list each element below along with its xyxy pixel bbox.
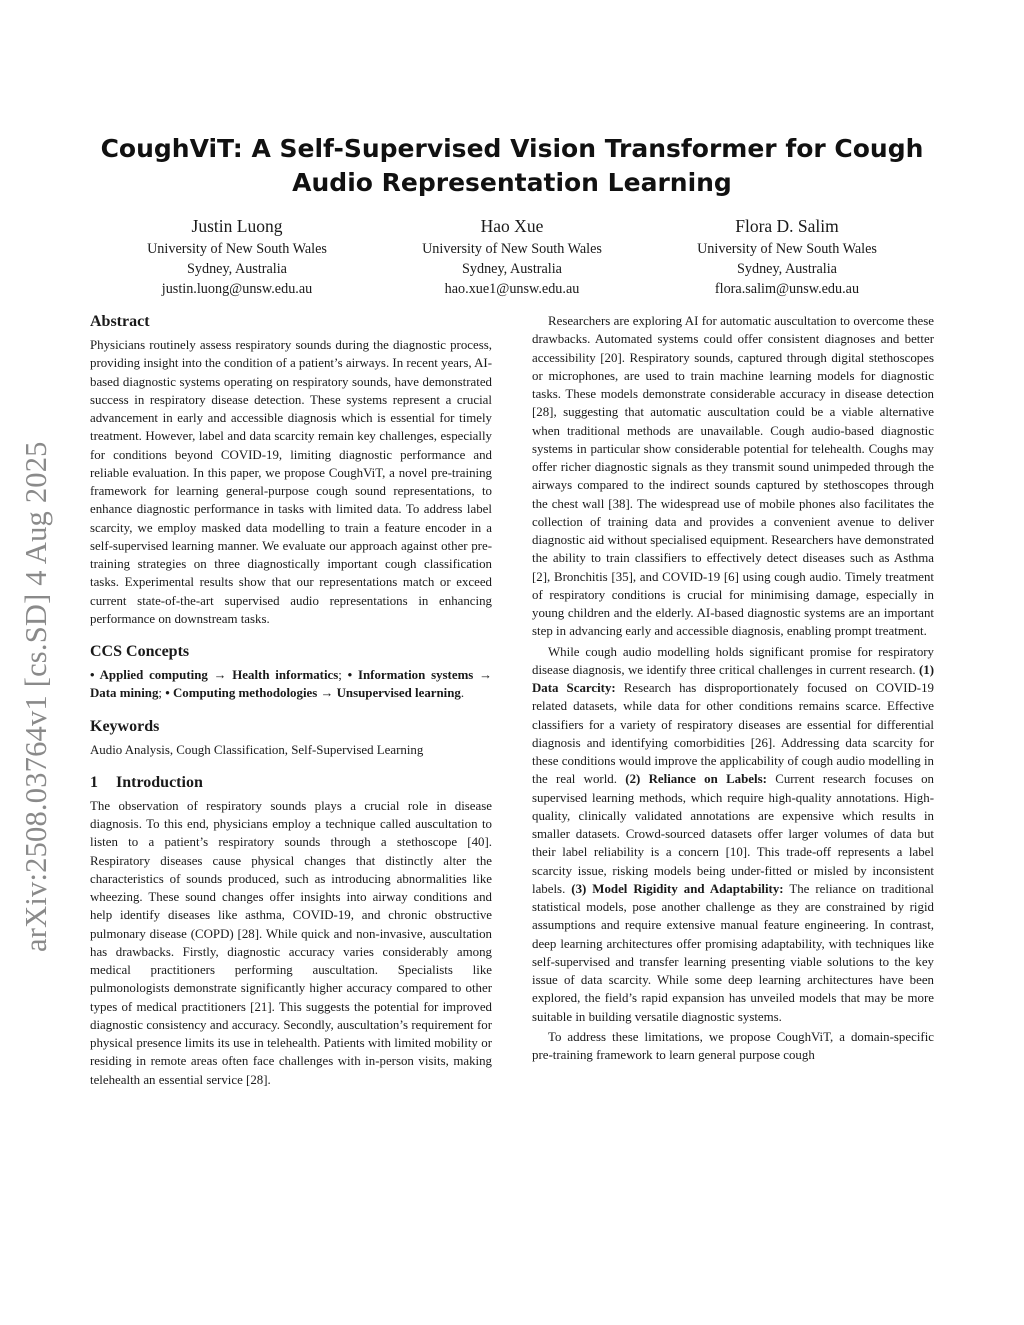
author-block (100, 213, 924, 299)
author-affiliation: University of New South Wales (422, 241, 602, 257)
author-location: Sydney, Australia (737, 261, 837, 277)
author-location: Sydney, Australia (187, 261, 287, 277)
section-title: Introduction (116, 773, 203, 791)
challenge-label: (1) Data Scarcity: (532, 662, 934, 695)
author-location: Sydney, Australia (462, 261, 562, 277)
ccs-concept: • Computing methodologies → Unsupervised learning (165, 686, 461, 701)
section-number: 1 (90, 773, 98, 791)
author-email: justin.luong@unsw.edu.au (161, 281, 313, 297)
paragraph-text: Research has disproportionately focused on COVID-19 related datasets, while data for other conditions remains scarce. Effective classifiers for a variety of respiratory diseases are essential for differential diagnosis and identifying comorbidities [26]. Addressing data scarcity for these conditions would improve the applicability of cough audio modelling in the real world. (532, 681, 934, 787)
ccs-concepts (90, 666, 492, 703)
challenge-label: (2) Reliance on Labels: (625, 772, 767, 787)
author-name: Justin Luong (191, 216, 283, 236)
intro-paragraph: The observation of respiratory sounds plays a crucial role in disease diagnosis. To this end, physicians employ a technique called auscultation to listen to a patient’s respiratory sounds through a stethoscope [40]. Respiratory diseases cause physical changes that distinctly alter the characteristics of sounds produced, such as introducing abnormalities like wheezing. These sound changes offer insights into airway conditions and help identify diseases like asthma, COVID-19, and chronic obstructive pulmonary disease (COPD) [28]. While quick and non-invasive, auscultation has drawbacks. Firstly, diagnostic accuracy varies considerably among medical practitioners performing auscultation. Specialists like pulmonologists demonstrate significantly higher accuracy compared to other types of medical practitioners [21]. This suggests the potential for improved diagnostic consistency and accuracy. Secondly, auscultation’s requirement for physical presence limits its use in telehealth. Patients with limited mobility or residing in remote areas often face challenges with in-person visits, making telehealth an essential service [28]. (90, 798, 492, 1087)
author-card (100, 213, 374, 299)
author-affiliation: University of New South Wales (147, 241, 327, 257)
author-email: flora.salim@unsw.edu.au (714, 281, 860, 297)
intro-paragraph (532, 643, 934, 1026)
paragraph-text: The reliance on traditional statistical models, pose another challenge as they are constrained by rigid assumptions and require extensive manual feature engineering. In contrast, deep learning architectures offer promising adaptability, with techniques like self-supervised and transfer learning presenting viable solutions to the key issue of data scarcity. While some deep learning architectures have been explored, the field’s rapid expansion has unveiled models that may be more suitable in building versatile diagnostic systems. (532, 881, 934, 1024)
ccs-heading: CCS Concepts (90, 643, 190, 660)
keywords-text: Audio Analysis, Cough Classification, Self-Supervised Learning (90, 742, 424, 757)
abstract-text: Physicians routinely assess respiratory sounds during the diagnostic process, providing insight into the condition of a patient’s airways. In recent years, AI-based diagnostic systems operating on respiratory sounds, have demonstrated success in respiratory disease detection. These systems represent a crucial advancement in early and accessible diagnosis which is essential for timely treatment. However, label and data scarcity remain key challenges, especially for conditions beyond COVID-19, limiting diagnostic performance and reliable evaluation. In this paper, we propose CoughViT, a novel pre-training framework for learning general-purpose cough sound representations, to enhance diagnostic performance in tasks with limited data. To address label scarcity, we employ masked data modelling to train a feature encoder in a self-supervised learning manner. We evaluate our approach against other pre-training strategies on three diagnostically important cough classification tasks. Experimental results show that our representations match or exceed current state-of-the-art supervised audio representations in enhancing performance on downstream tasks. (90, 338, 492, 626)
paragraph-text: Current research focuses on supervised learning methods, which require high-quality annotations. High-quality, clinically validated annotations are expensive which results in smaller datasets. Crowd-sourced datasets offer larger volumes of data but their label reliability is a concern [10]. This trade-off represents a label scarcity issue, risking models being under-fitted or misled by inconsistent labels. (532, 772, 934, 896)
arxiv-sidebar-stamp: arXiv:2508.03764v1 [cs.SD] 4 Aug 2025 (19, 441, 53, 952)
author-card (375, 213, 649, 299)
intro-paragraph: Researchers are exploring AI for automatic auscultation to overcome these drawbacks. Automated systems could offer consistent diagnoses and better accessibility [20]. Respiratory sounds, captured through digital stethoscopes or microphones, are used to train machine learning models for diagnostic tasks. These models demonstrate considerable accuracy in disease detection [28], suggesting that automatic auscultation could be a viable alternative when traditional methods are unavailable. Cough audio-based diagnostic systems in particular show considerable potential for telehealth. Coughs may offer richer diagnostic signals as they transmit sound unimpeded through the airways compared to the indirect sounds captured by stethoscopes through the chest wall [38]. The widespread use of mobile phones also facilitates the collection of training data and provides a convenient avenue to deliver diagnostic aid without specialised equipment. Researchers have demonstrated the ability to train classifiers to effectively detect diseases such as Asthma [2], Bronchitis [35], and COVID-19 [6] using cough audio. Timely treatment of respiratory conditions is crucial for minimising damage, especially in young children and the elderly. AI-based diagnostic systems are an important step in advancing early and accessible diagnosis, enabling prompt treatment. (532, 314, 934, 639)
author-card (650, 213, 924, 299)
right-column (532, 312, 934, 1064)
paper-title: CoughViT: A Self-Supervised Vision Transformer for Cough Audio Representation Learning (100, 134, 924, 197)
ccs-concept: • Applied computing → Health informatics (90, 668, 339, 682)
author-email: hao.xue1@unsw.edu.au (444, 281, 580, 297)
ccs-separator: ; (158, 686, 166, 701)
intro-heading (90, 773, 492, 793)
author-name: Flora D. Salim (735, 216, 839, 236)
ccs-concept: • Information systems → Data mining (90, 668, 492, 701)
author-name: Hao Xue (480, 216, 544, 236)
intro-paragraph: To address these limitations, we propose CoughViT, a domain-specific pre-training framework to learn general purpose cough (532, 1029, 934, 1062)
keywords-heading: Keywords (90, 717, 160, 735)
challenge-label: (3) Model Rigidity and Adaptability: (571, 881, 784, 896)
author-affiliation: University of New South Wales (697, 241, 877, 257)
abstract-heading: Abstract (90, 313, 150, 330)
left-column (90, 312, 492, 1089)
ccs-separator: . (460, 686, 465, 701)
ccs-separator: ; (338, 668, 348, 682)
paragraph-text: While cough audio modelling holds significant promise for respiratory disease diagnosis, we identify three critical challenges in current research. (532, 644, 934, 677)
